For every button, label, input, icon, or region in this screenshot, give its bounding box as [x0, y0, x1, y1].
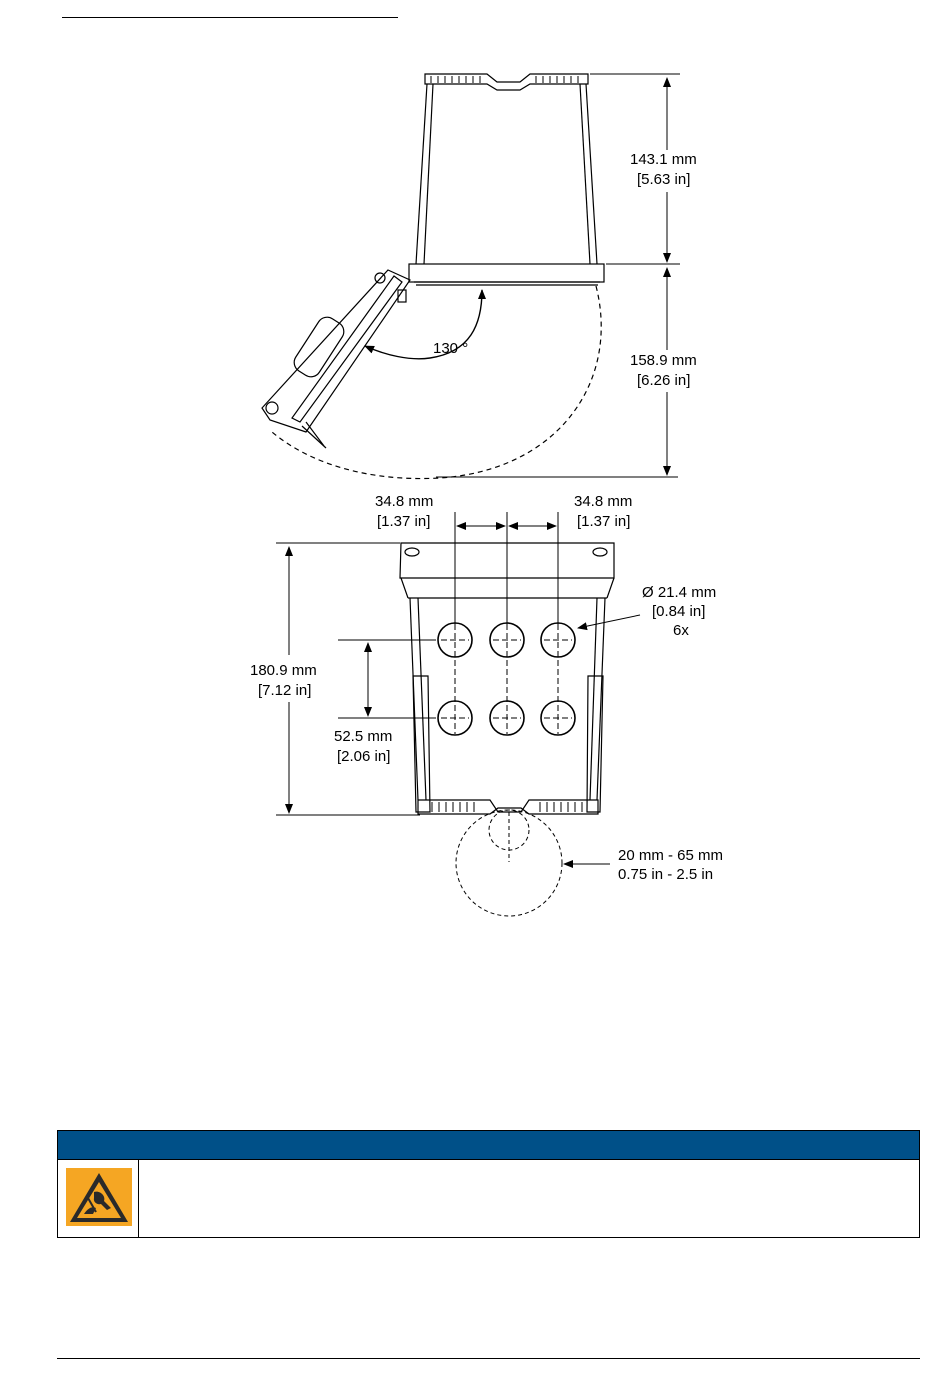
dim-hole-count: 6x	[673, 622, 689, 639]
dim-top-height	[590, 74, 680, 264]
dim-hole-spacing-left-in: [1.37 in]	[377, 513, 431, 530]
dim-overall-height	[276, 543, 420, 815]
dim-hole-spacing-left-mm: 34.8 mm	[375, 493, 434, 510]
dim-hole-diameter	[578, 615, 640, 628]
enclosure-top-view	[262, 74, 604, 479]
dim-top-height-mm: 143.1 mm	[630, 151, 697, 168]
esd-warning-icon	[66, 1168, 132, 1226]
dim-hole-spacing	[455, 512, 558, 624]
dim-row-spacing-mm: 52.5 mm	[334, 728, 393, 745]
dim-hole-spacing-right-mm: 34.8 mm	[574, 493, 633, 510]
dim-pipe-range-in: 0.75 in - 2.5 in	[618, 866, 714, 883]
door-angle-label: 130 °	[433, 340, 469, 357]
notice-icon-cell	[58, 1159, 139, 1237]
dim-row-spacing-in: [2.06 in]	[337, 748, 391, 765]
notice-body	[58, 1159, 919, 1237]
dim-door-swing-in: [6.26 in]	[637, 372, 691, 389]
dim-overall-height-in: [7.12 in]	[258, 682, 312, 699]
conduit-holes	[438, 623, 575, 735]
notice-box	[57, 1130, 920, 1238]
footer-rule	[57, 1358, 920, 1359]
notice-header	[58, 1131, 919, 1160]
dim-overall-height-mm: 180.9 mm	[250, 662, 317, 679]
dim-hole-spacing-right-in: [1.37 in]	[577, 513, 631, 530]
dim-door-swing-mm: 158.9 mm	[630, 352, 697, 369]
dim-top-height-in: [5.63 in]	[637, 171, 691, 188]
dim-hole-diameter-mm: Ø 21.4 mm	[642, 584, 717, 601]
dim-pipe-range-mm: 20 mm - 65 mm	[618, 847, 724, 864]
pipe-range-circles	[456, 810, 562, 916]
dim-hole-diameter-in: [0.84 in]	[652, 603, 706, 620]
